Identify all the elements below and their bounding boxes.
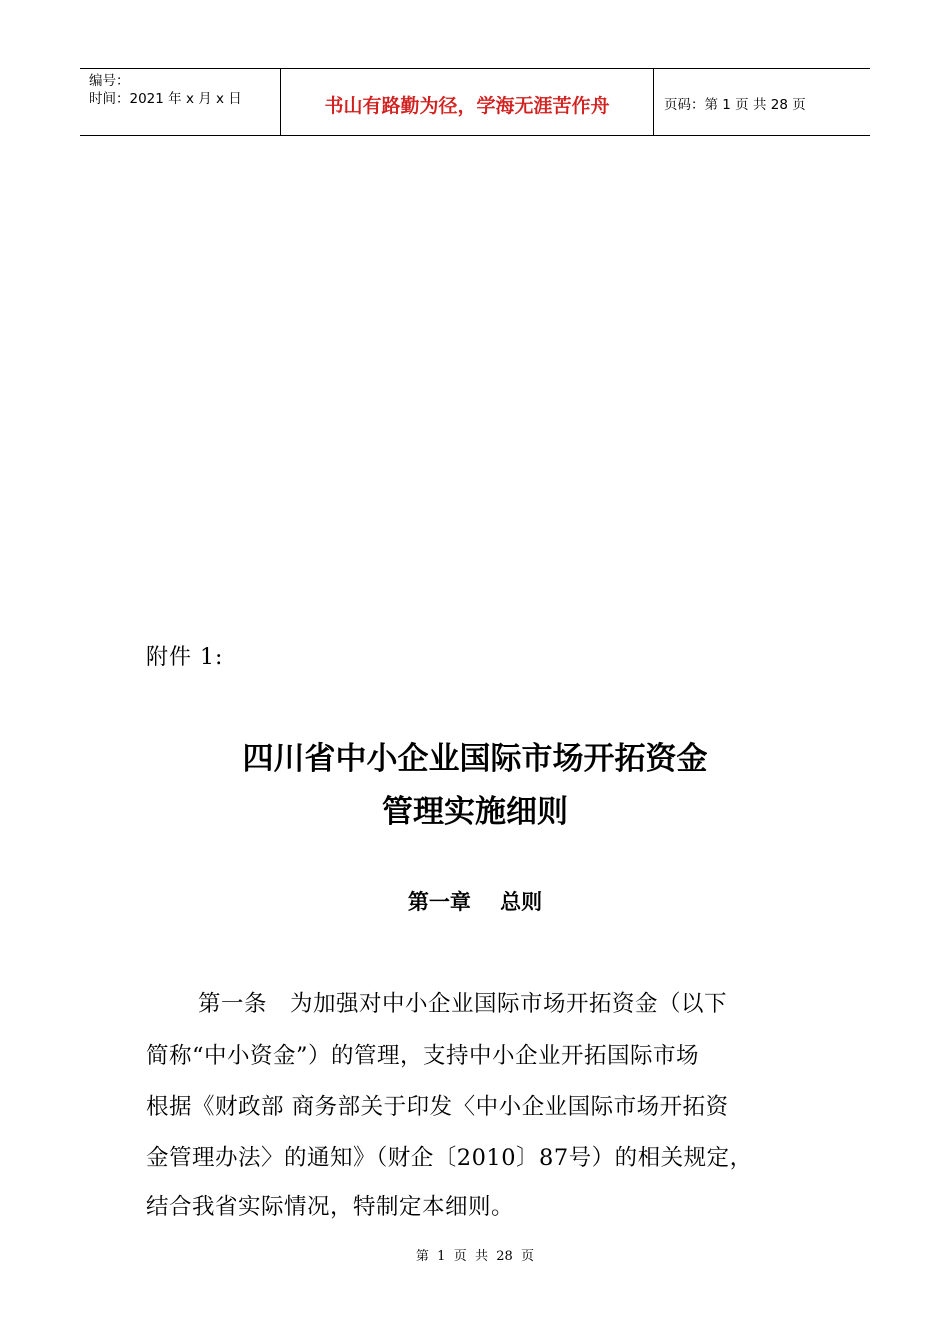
header-motto: 书山有路勤为径，学海无涯苦作舟	[281, 69, 654, 135]
attachment-label: 附件 1:	[146, 645, 224, 670]
paragraph-line: 金管理办法〉的通知》（财企〔2010〕87号）的相关规定，	[146, 1145, 753, 1171]
paragraph-line: 简称“中小资金”）的管理，支持中小企业开拓国际市场	[146, 1043, 700, 1069]
header-page-info: 页码：第 1 页 共 28 页	[664, 97, 806, 113]
paragraph-line: 第一条 为加强对中小企业国际市场开拓资金（以下	[198, 991, 727, 1017]
document-title-line-1: 四川省中小企业国际市场开拓资金	[242, 741, 708, 777]
chapter-heading: 第一章 总则	[407, 890, 543, 914]
document-number-label: 编号：	[89, 73, 130, 89]
document-time-label: 时间：2021 年 x 月 x 日	[89, 91, 242, 107]
page-footer: 第 1 页 共 28 页	[415, 1249, 535, 1264]
document-title-line-2: 管理实施细则	[382, 794, 568, 830]
paragraph-line: 根据《财政部 商务部关于印发〈中小企业国际市场开拓资	[146, 1094, 729, 1120]
document-header	[80, 68, 870, 136]
header-meta	[80, 69, 281, 135]
paragraph-line: 结合我省实际情况，特制定本细则。	[146, 1194, 515, 1220]
